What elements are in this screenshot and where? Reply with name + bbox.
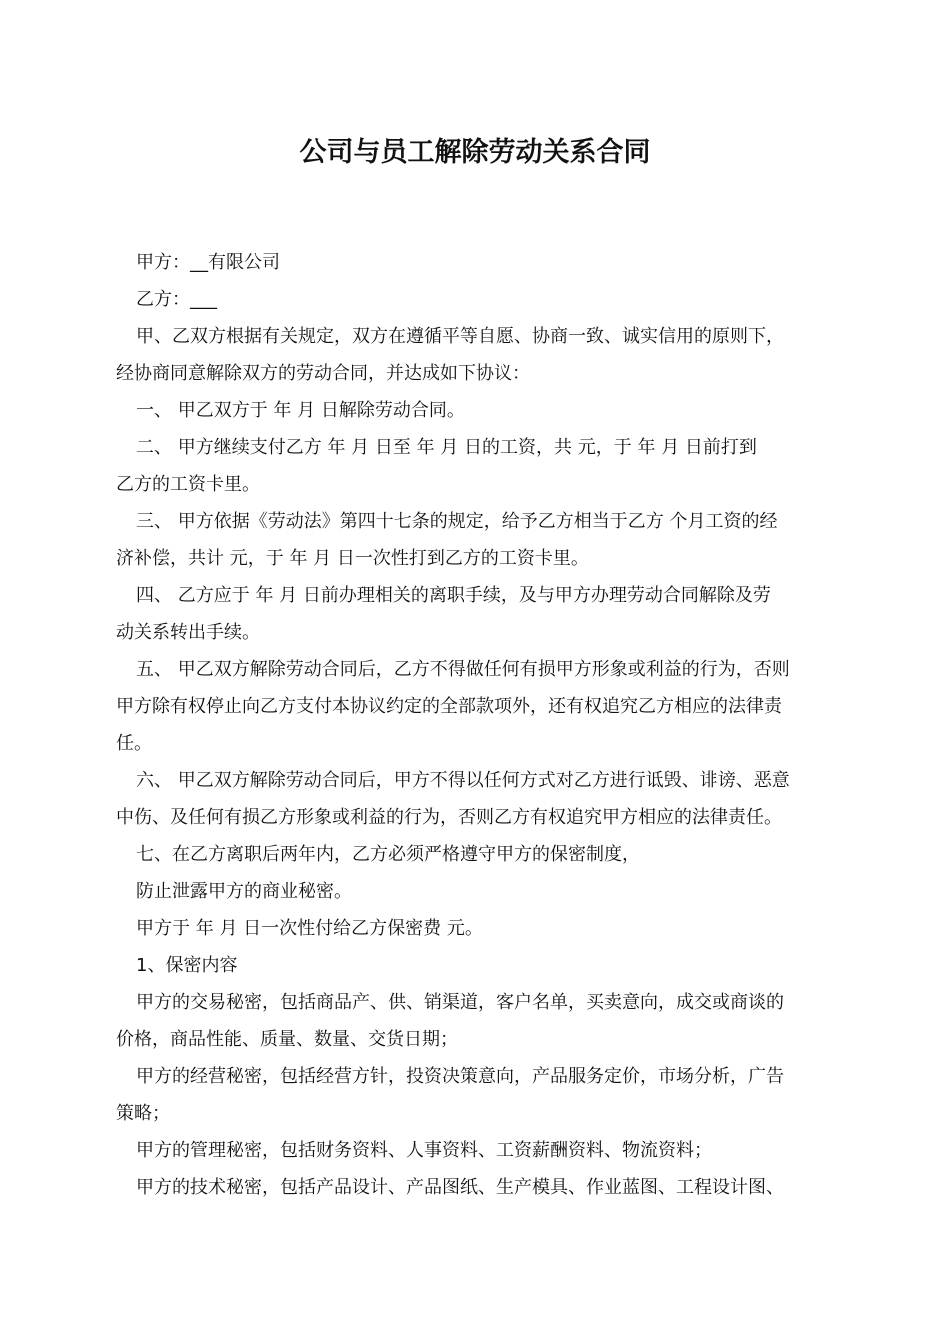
party-b-line: 乙方：___ — [136, 289, 217, 310]
paragraph-line: 乙方的工资卡里。 — [116, 474, 260, 495]
paragraph-line: 经协商同意解除双方的劳动合同，并达成如下协议： — [116, 363, 530, 384]
party-a-line: 甲方：__有限公司 — [136, 252, 280, 273]
clause-7-line: 七、在乙方离职后两年内，乙方必须严格遵守甲方的保密制度， — [136, 844, 640, 865]
paragraph-line: 防止泄露甲方的商业秘密。 — [136, 881, 352, 902]
paragraph-line: 甲方除有权停止向乙方支付本协议约定的全部款项外，还有权追究乙方相应的法律责 — [116, 696, 782, 717]
document-body — [116, 244, 836, 1206]
paragraph-line: 任。 — [116, 733, 152, 754]
paragraph-line: 甲方的管理秘密，包括财务资料、人事资料、工资薪酬资料、物流资料； — [136, 1140, 712, 1161]
clause-1-line: 一、 甲乙双方于 年 月 日解除劳动合同。 — [136, 400, 465, 421]
clause-2-line: 二、 甲方继续支付乙方 年 月 日至 年 月 日的工资，共 元，于 年 月 日前打到 — [136, 437, 757, 458]
clause-3-line: 三、 甲方依据《劳动法》第四十七条的规定，给予乙方相当于乙方 个月工资的经 — [136, 511, 778, 532]
clause-5-line: 五、 甲乙双方解除劳动合同后，乙方不得做任何有损甲方形象或利益的行为，否则 — [136, 659, 790, 680]
paragraph-line: 甲方的技术秘密，包括产品设计、产品图纸、生产模具、作业蓝图、工程设计图、 — [136, 1177, 784, 1198]
paragraph-line: 动关系转出手续。 — [116, 622, 260, 643]
document-title: 公司与员工解除劳动关系合同 — [299, 137, 651, 168]
paragraph-line: 价格，商品性能、质量、数量、交货日期； — [116, 1029, 458, 1050]
clause-6-line: 六、 甲乙双方解除劳动合同后，甲方不得以任何方式对乙方进行诋毁、诽谤、恶意 — [136, 770, 790, 791]
section-heading: 1、保密内容 — [136, 955, 238, 976]
paragraph-line: 甲方的交易秘密，包括商品产、供、销渠道，客户名单，买卖意向，成交或商谈的 — [136, 992, 784, 1013]
paragraph-line: 甲方于 年 月 日一次性付给乙方保密费 元。 — [136, 918, 483, 939]
clause-4-line: 四、 乙方应于 年 月 日前办理相关的离职手续，及与甲方办理劳动合同解除及劳 — [136, 585, 771, 606]
paragraph-line: 济补偿，共计 元，于 年 月 日一次性打到乙方的工资卡里。 — [116, 548, 589, 569]
paragraph-line: 甲方的经营秘密，包括经营方针，投资决策意向，产品服务定价，市场分析，广告 — [136, 1066, 784, 1087]
paragraph-line: 甲、乙双方根据有关规定，双方在遵循平等自愿、协商一致、诚实信用的原则下， — [136, 326, 784, 347]
paragraph-line: 中伤、及任何有损乙方形象或利益的行为，否则乙方有权追究甲方相应的法律责任。 — [116, 807, 782, 828]
paragraph-line: 策略； — [116, 1103, 170, 1124]
